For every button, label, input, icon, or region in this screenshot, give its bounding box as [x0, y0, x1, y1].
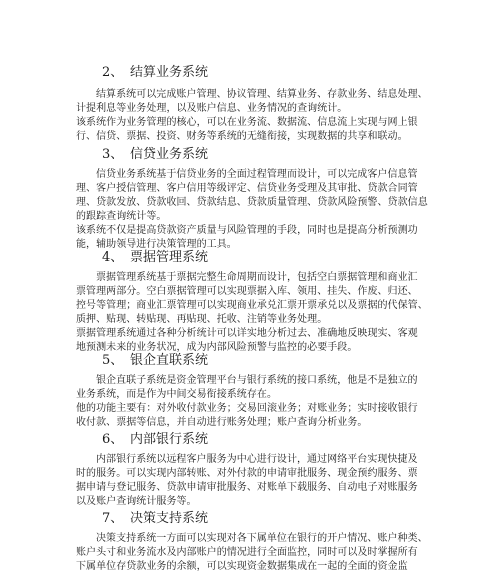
- section-title: 结算业务系统: [130, 65, 209, 80]
- text-line: 下属单位存贷款业务的余额，可以实现资金数据集成在一起的全面的资金监: [76, 561, 408, 572]
- text-line: 据申请与登记服务、贷款申请审批服务、对账单下载服务、自动电子对账服务: [76, 482, 418, 493]
- text-line: 地预测未来的业务状况，成为内部风险预警与监控的必要手段。: [76, 342, 358, 353]
- section-number: 6、: [102, 432, 124, 447]
- section-number: 2、: [102, 65, 124, 80]
- section-number: 3、: [102, 147, 124, 162]
- text-line: 他的功能主要有：对外收付款业务；交易回滚业务；对账业务；实时接收银行: [76, 403, 418, 414]
- section-title: 银企直联系统: [130, 353, 209, 368]
- text-line: 以及账户查询统计服务等。: [76, 496, 197, 507]
- text-line: 质押、贴现、转贴现、再贴现、托收、注销等业务处理。: [76, 314, 328, 325]
- section-number: 7、: [102, 511, 124, 526]
- section-title: 票据管理系统: [130, 250, 209, 265]
- text-line: 决策支持系统一方面可以实现对各下属单位在银行的开户情况、账户种类、: [96, 533, 428, 544]
- text-line: 收付款、票据等信息，并自动进行账务处理；账户查询分析业务。: [76, 417, 368, 428]
- text-line: 计提利息等业务处理，以及账户信息、业务情况的查询统计。: [76, 103, 348, 114]
- text-line: 的跟踪查询统计等。: [76, 211, 167, 222]
- text-line: 理、贷款发放、贷款收回、贷款结息、贷款质量管理、贷款风险预警、贷款信息: [76, 197, 428, 208]
- section-title: 决策支持系统: [130, 511, 209, 526]
- text-line: 能，辅助领导进行决策管理的工具。: [76, 239, 237, 250]
- text-line: 该系统作为业务管理的核心，可以在业务流、数据流、信息流上实现与网上银: [76, 117, 418, 128]
- text-line: 信贷业务系统基于信贷业务的全面过程管理而设计，可以完成客户信息管: [96, 169, 418, 180]
- text-line: 理、客户授信管理、客户信用等级评定、信贷业务受理及其审批、贷款合同管: [76, 183, 418, 194]
- text-line: 控号等管理；商业汇票管理可以实现商业承兑汇票开票承兑以及票据的代保管、: [76, 300, 428, 311]
- text-line: 行、信贷、票据、投资、财务等系统的无缝衔接，实现数据的共享和联动。: [76, 131, 408, 142]
- text-line: 票据管理系统基于票据完整生命周期而设计，包括空白票据管理和商业汇: [96, 272, 418, 283]
- section-title: 内部银行系统: [130, 432, 209, 447]
- text-line: 内部银行系统以远程客户服务为中心进行设计，通过网络平台实现快捷及: [96, 454, 418, 465]
- text-line: 票管理两部分。空白票据管理可以实现票据入库、领用、挂失、作废、归还、: [76, 286, 418, 297]
- text-line: 账户头寸和业务流水及内部账户的情况进行全面监控，同时可以及时掌握所有: [76, 547, 418, 558]
- text-line: 业务系统，而是作为中间交易衔接系统存在。: [76, 389, 277, 400]
- section-number: 5、: [102, 353, 124, 368]
- text-line: 结算系统可以完成账户管理、协议管理、结算业务、存款业务、结息处理、: [96, 89, 428, 100]
- text-line: 时的服务。可以实现内部转账、对外付款的申请审批服务、现金预约服务、票: [76, 468, 418, 479]
- section-number: 4、: [102, 250, 124, 265]
- text-line: 银企直联子系统是资金管理平台与银行系统的接口系统，他是不是独立的: [96, 375, 418, 386]
- text-line: 票据管理系统通过各种分析统计可以详实地分析过去、准确地反映现实、客观: [76, 328, 418, 339]
- section-title: 信贷业务系统: [130, 147, 209, 162]
- text-line: 该系统不仅是提高贷款资产质量与风险管理的手段，同时也是提高分析预测功: [76, 225, 418, 236]
